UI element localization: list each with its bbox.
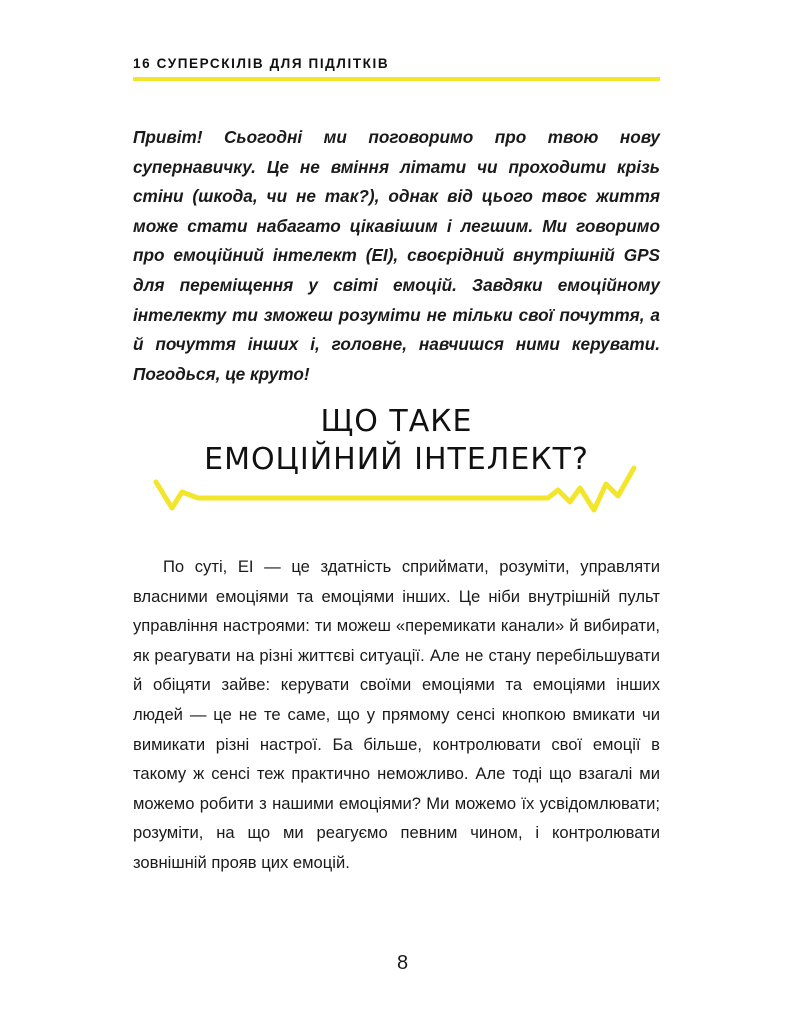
page-number: 8: [396, 952, 409, 974]
section-heading-line-2: ЕМОЦІЙНИЙ ІНТЕЛЕКТ?: [204, 442, 589, 477]
running-header-title: 16 СУПЕРСКІЛІВ ДЛЯ ПІДЛІТКІВ: [133, 56, 390, 71]
header-rule: [133, 77, 660, 81]
section-heading-line-1: ЩО ТАКЕ: [320, 404, 473, 439]
intro-paragraph: Привіт! Сьогодні ми поговоримо про твою нову супернавичку. Це не вміння літати чи проходити крізь стіни (шкода, чи не так?), однак від цього твоє життя може стати набагато цікавішим і легшим. Ми говоримо про емоційний інтелект (ЕІ), своєрідний внутрішній GPS для переміщення у світі емоцій. Завдяки емоційному інтелекту ти зможеш розуміти не тільки свої почуття, а й почуття інших і, головне, навчишся ними керувати. Погодься, це круто!: [133, 127, 660, 384]
zigzag-underline-icon: [150, 460, 640, 520]
running-header: [133, 55, 660, 73]
body-paragraph: По суті, ЕІ — це здатність сприймати, розуміти, управляти власними емоціями та емоціями інших. Це ніби внутрішній пульт управління настроями: ти можеш «перемикати канали» й вибирати, як реагувати на різні життєві ситуації. Але не стану перебільшувати й обіцяти зайве: керувати своїми емоціями та емоціями інших людей — це не те саме, що у прямому сенсі кнопкою вмикати чи вимикати різні настрої. Ба більше, контролювати свої емоції в такому ж сенсі теж практично неможливо. Але тоді що взагалі ми можемо робити з нашими емоціями? Ми можемо їх усвідомлювати; розуміти, на що ми реагуємо певним чином, і контролювати зовнішній прояв цих емоцій.: [133, 557, 660, 872]
